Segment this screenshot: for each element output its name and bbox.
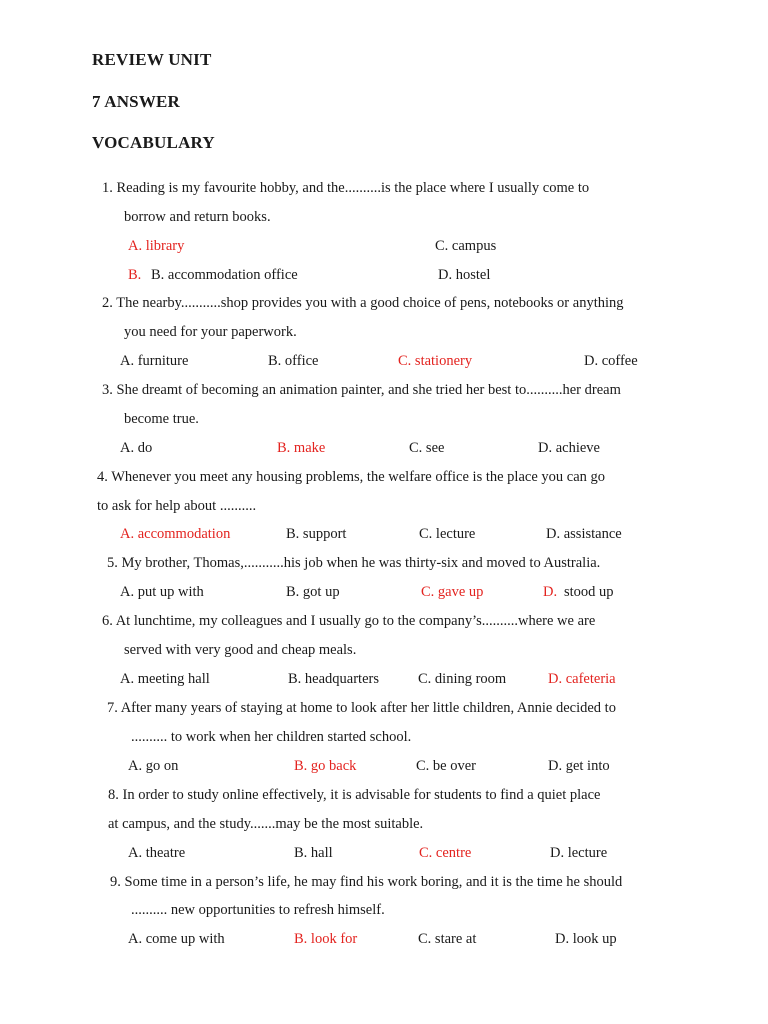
question-9-stem: 9. Some time in a person’s life, he may find his work boring, and it is the time he should xyxy=(110,874,623,890)
question-6-option-c: C. dining room xyxy=(418,671,507,687)
question-8-option-d: D. lecture xyxy=(550,845,608,861)
question-1-option-d: D. hostel xyxy=(438,267,491,283)
question-4-option-d: D. assistance xyxy=(546,526,622,542)
question-4-stem: 4. Whenever you meet any housing problems, the welfare office is the place you can go xyxy=(97,469,606,485)
question-4-option-c: C. lecture xyxy=(419,526,476,542)
question-6-option-a: A. meeting hall xyxy=(120,671,210,687)
question-3-option-b: B. make xyxy=(277,440,326,456)
question-4-option-b: B. support xyxy=(286,526,347,542)
question-3-option-a: A. do xyxy=(120,440,153,456)
question-1-option-a: A. library xyxy=(128,238,185,254)
question-7-option-d: D. get into xyxy=(548,758,610,774)
question-1-option-b: B. accommodation office xyxy=(151,267,298,283)
question-3-stem-cont: become true. xyxy=(124,411,199,427)
question-1-stem-cont: borrow and return books. xyxy=(124,209,271,225)
question-5-option-d: stood up xyxy=(564,584,614,600)
question-8-stem: 8. In order to study online effectively, it is advisable for students to find a quiet place xyxy=(108,787,601,803)
question-5-option-b: B. got up xyxy=(286,584,340,600)
question-2-option-c: C. stationery xyxy=(398,353,473,369)
question-7-option-b: B. go back xyxy=(294,758,357,774)
question-8-option-c: C. centre xyxy=(419,845,472,861)
question-1-option-c: C. campus xyxy=(435,238,497,254)
question-6-option-d: D. cafeteria xyxy=(548,671,616,687)
question-6-option-b: B. headquarters xyxy=(288,671,379,687)
question-3-option-d: D. achieve xyxy=(538,440,600,456)
question-2-option-d: D. coffee xyxy=(584,353,638,369)
question-7-stem-cont: .......... to work when her children started school. xyxy=(131,729,412,745)
question-8-option-b: B. hall xyxy=(294,845,333,861)
question-4-option-a: A. accommodation xyxy=(120,526,231,542)
question-8-stem-cont: at campus, and the study.......may be the most suitable. xyxy=(108,816,424,832)
question-5-option-d-marker: D. xyxy=(543,584,558,600)
question-2-stem-cont: you need for your paperwork. xyxy=(124,324,297,340)
question-2-stem: 2. The nearby...........shop provides you with a good choice of pens, notebooks or anything xyxy=(102,295,624,311)
question-8-option-a: A. theatre xyxy=(128,845,186,861)
question-3-option-c: C. see xyxy=(409,440,445,456)
page-title: REVIEW UNIT xyxy=(92,50,212,69)
question-7-option-c: C. be over xyxy=(416,758,476,774)
question-1-option-b-marker: B. xyxy=(128,267,142,283)
question-9-option-b: B. look for xyxy=(294,931,358,947)
question-6-stem: 6. At lunchtime, my colleagues and I usually go to the company’s..........where we are xyxy=(102,613,596,629)
question-9-stem-cont: .......... new opportunities to refresh himself. xyxy=(131,902,385,918)
question-7-option-a: A. go on xyxy=(128,758,179,774)
question-5-option-a: A. put up with xyxy=(120,584,204,600)
page-subtitle: 7 ANSWER xyxy=(92,92,181,111)
question-2-option-b: B. office xyxy=(268,353,319,369)
question-9-option-d: D. look up xyxy=(555,931,617,947)
question-3-stem: 3. She dreamt of becoming an animation painter, and she tried her best to..........her dream xyxy=(102,382,621,398)
question-5-stem: 5. My brother, Thomas,...........his job when he was thirty-six and moved to Australia. xyxy=(107,555,601,571)
question-9-option-c: C. stare at xyxy=(418,931,477,947)
question-4-stem-cont: to ask for help about .......... xyxy=(97,498,257,514)
question-1-stem: 1. Reading is my favourite hobby, and the..........is the place where I usually come to xyxy=(102,180,590,196)
question-9-option-a: A. come up with xyxy=(128,931,225,947)
question-2-option-a: A. furniture xyxy=(120,353,189,369)
question-6-stem-cont: served with very good and cheap meals. xyxy=(124,642,357,658)
question-5-option-c: C. gave up xyxy=(421,584,484,600)
section-heading: VOCABULARY xyxy=(92,133,215,152)
question-7-stem: 7. After many years of staying at home to look after her little children, Annie decided to xyxy=(107,700,616,716)
